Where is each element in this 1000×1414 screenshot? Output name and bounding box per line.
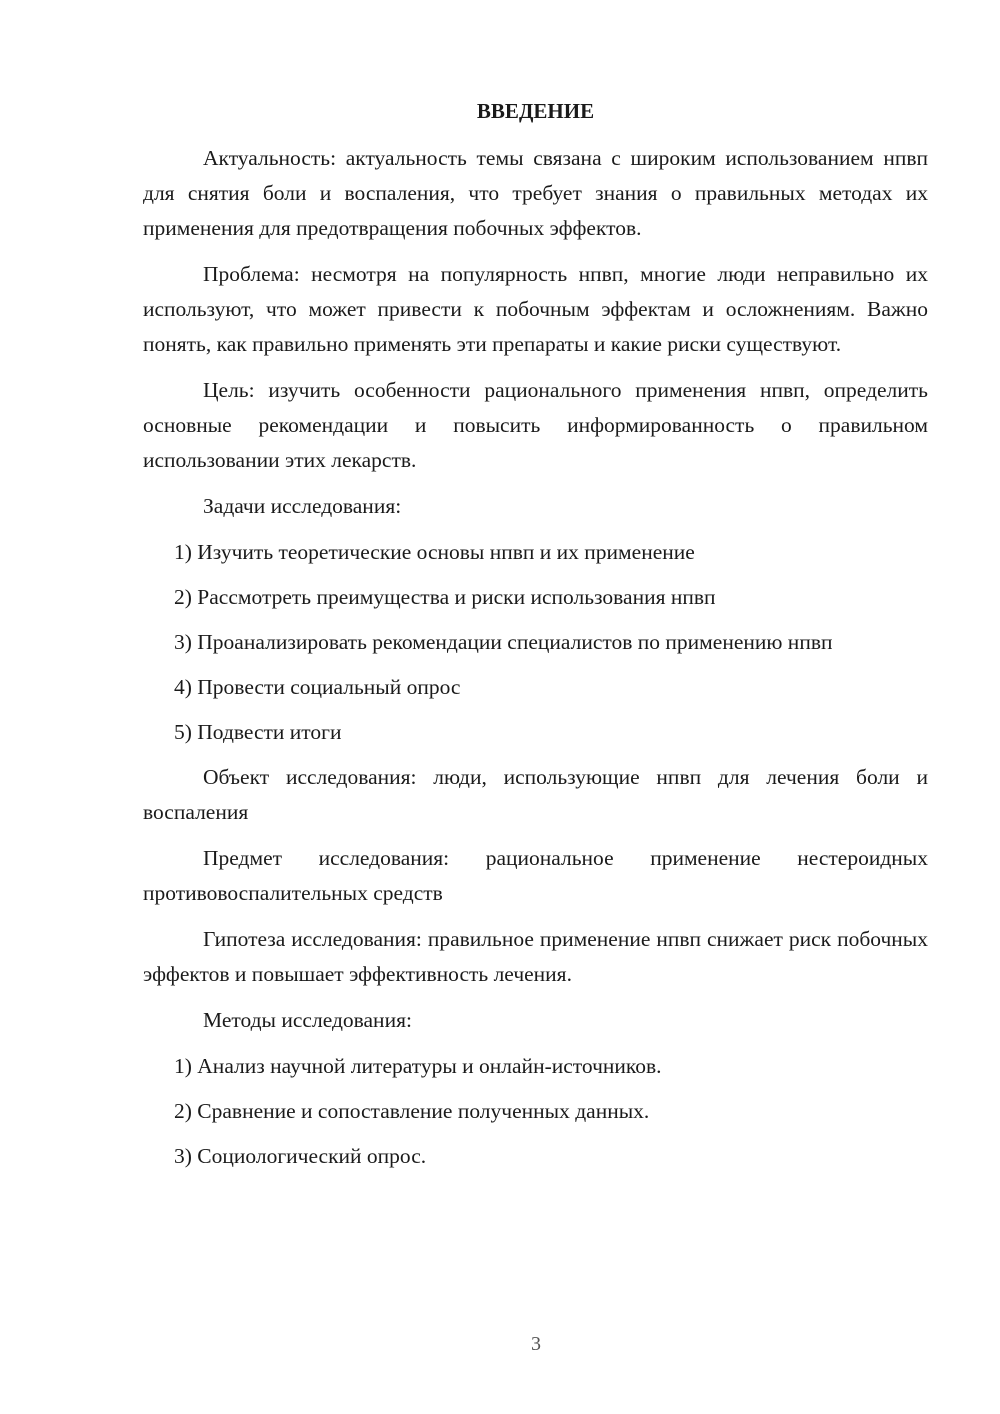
method-item-1: 1) Анализ научной литературы и онлайн-источников. [174, 1054, 662, 1078]
task-item-1: 1) Изучить теоретические основы нпвп и их применение [174, 540, 695, 564]
tasks-heading: Задачи исследования: [203, 494, 402, 518]
relevance-paragraph: Актуальность: актуальность темы связана с широким использованием нпвп для снятия боли и воспаления, что требует знания о правильных методах их применения для предотвращения побочных эффектов. [143, 146, 928, 240]
page-number: 3 [531, 1333, 541, 1355]
task-item-3: 3) Проанализировать рекомендации специалистов по применению нпвп [174, 630, 833, 654]
task-item-5: 5) Подвести итоги [174, 720, 342, 744]
method-item-3: 3) Социологический опрос. [174, 1144, 427, 1168]
subject-paragraph: Предмет исследования: рациональное применение нестероидных противовоспалительных средств [143, 846, 928, 905]
hypothesis-paragraph: Гипотеза исследования: правильное применение нпвп снижает риск побочных эффектов и повышает эффективность лечения. [143, 927, 928, 986]
section-title: ВВЕДЕНИЕ [476, 99, 595, 123]
methods-heading: Методы исследования: [203, 1008, 412, 1032]
method-item-2: 2) Сравнение и сопоставление полученных данных. [174, 1099, 650, 1123]
problem-paragraph: Проблема: несмотря на популярность нпвп, многие люди неправильно их используют, что может привести к побочным эффектам и осложнениям. Важно понять, как правильно применять эти препараты и какие риски существуют. [143, 262, 928, 356]
task-item-4: 4) Провести социальный опрос [174, 675, 461, 699]
goal-paragraph: Цель: изучить особенности рационального применения нпвп, определить основные рекомендации и повысить информированность о правильном использовании этих лекарств. [143, 378, 928, 472]
task-item-2: 2) Рассмотреть преимущества и риски использования нпвп [174, 585, 716, 609]
page-content [143, 96, 928, 1184]
object-paragraph: Объект исследования: люди, использующие нпвп для лечения боли и воспаления [143, 765, 928, 824]
